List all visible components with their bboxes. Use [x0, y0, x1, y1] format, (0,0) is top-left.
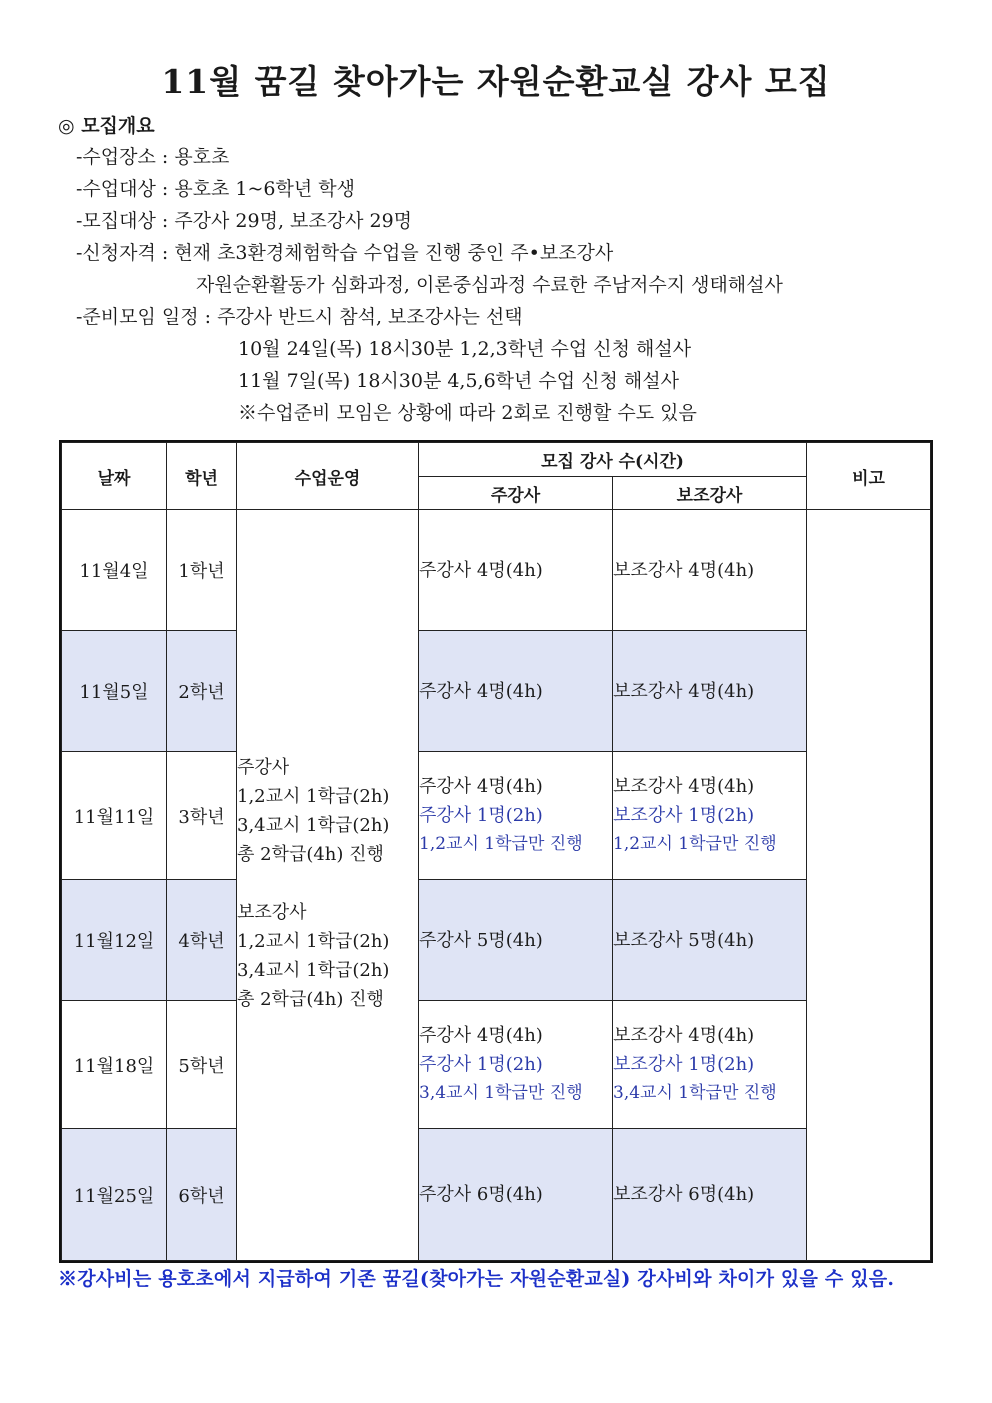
table-row: [62, 880, 931, 1001]
assistant-instructor-cell: [613, 1001, 807, 1129]
overview-heading: ◎ 모집개요: [58, 115, 155, 137]
cell-line: 3,4교시 1학급만 진행: [613, 1083, 777, 1103]
cell-line: 보조강사 6명(4h): [613, 1184, 755, 1205]
table-row: [62, 752, 931, 880]
grade-cell: 3학년: [167, 752, 237, 880]
header-remarks: 비고: [807, 443, 931, 510]
header-instructor-count: 모집 강사 수(시간): [419, 443, 807, 477]
overview-line: 11월 7일(목) 18시30분 4,5,6학년 수업 신청 해설사: [238, 370, 679, 392]
cell-line: 보조강사 4명(4h): [613, 776, 755, 797]
date-cell: 11월12일: [62, 880, 167, 1001]
header-assistant-instructor: 보조강사: [613, 477, 807, 510]
operation-line: 1,2교시 1학급(2h): [237, 931, 390, 952]
main-instructor-cell: [419, 752, 613, 880]
cell-line: 주강사 5명(4h): [419, 929, 543, 951]
table-row: [62, 631, 931, 752]
overview-line: 10월 24일(목) 18시30분 1,2,3학년 수업 신청 해설사: [238, 338, 692, 360]
cell-line: 주강사 1명(2h): [419, 1054, 543, 1075]
overview-section: [58, 110, 155, 142]
operation-line: 총 2학급(4h) 진행: [237, 989, 384, 1010]
cell-line: 보조강사 5명(4h): [613, 929, 755, 951]
operation-line: 1,2교시 1학급(2h): [237, 786, 390, 807]
date-cell: 11월4일: [62, 510, 167, 631]
assistant-instructor-cell: [613, 1129, 807, 1261]
overview-line: -모집대상 : 주강사 29명, 보조강사 29명: [76, 210, 413, 232]
operation-line: 주강사: [237, 757, 290, 778]
grade-cell: 6학년: [167, 1129, 237, 1261]
grade-cell: 2학년: [167, 631, 237, 752]
assistant-instructor-cell: [613, 880, 807, 1001]
operation-cell: [237, 510, 419, 1261]
operation-spacer: [237, 869, 418, 898]
table-header-row: [62, 443, 931, 477]
table-row: [62, 1001, 931, 1129]
main-instructor-cell: [419, 631, 613, 752]
overview-line: -준비모임 일정 : 주강사 반드시 참석, 보조강사는 선택: [76, 306, 523, 328]
page-title: 11월 꿈길 찾아가는 자원순환교실 강사 모집: [161, 62, 831, 101]
cell-line: 주강사 4명(4h): [419, 1025, 543, 1046]
cell-line: 1,2교시 1학급만 진행: [613, 834, 777, 854]
cell-line: 보조강사 1명(2h): [613, 805, 755, 826]
cell-line: 1,2교시 1학급만 진행: [419, 834, 583, 854]
main-instructor-cell: [419, 510, 613, 631]
assistant-instructor-cell: [613, 752, 807, 880]
cell-line: 3,4교시 1학급만 진행: [419, 1083, 583, 1103]
overview-line: 자원순환활동가 심화과정, 이론중심과정 수료한 주남저수지 생태해설사: [196, 274, 783, 296]
operation-line: 보조강사: [237, 902, 307, 923]
table-row: [62, 1129, 931, 1261]
cell-line: 주강사 6명(4h): [419, 1184, 543, 1205]
schedule-table: [61, 442, 931, 1261]
date-cell: 11월18일: [62, 1001, 167, 1129]
remarks-cell: [807, 510, 931, 1261]
main-instructor-cell: [419, 1129, 613, 1261]
table-row: [62, 510, 931, 631]
overview-line: -수업장소 : 용호초: [76, 146, 230, 168]
overview-line: ※수업준비 모임은 상황에 따라 2회로 진행할 수도 있음: [238, 402, 697, 424]
operation-line: 3,4교시 1학급(2h): [237, 815, 390, 836]
cell-line: 주강사 4명(4h): [419, 559, 543, 581]
grade-cell: 1학년: [167, 510, 237, 631]
header-grade: 학년: [167, 443, 237, 510]
main-instructor-cell: [419, 1001, 613, 1129]
cell-line: 보조강사 1명(2h): [613, 1054, 755, 1075]
date-cell: 11월11일: [62, 752, 167, 880]
assistant-instructor-cell: [613, 631, 807, 752]
overview-line: -수업대상 : 용호초 1~6학년 학생: [76, 178, 355, 200]
header-date: 날짜: [62, 443, 167, 510]
assistant-instructor-cell: [613, 510, 807, 631]
operation-line: 총 2학급(4h) 진행: [237, 844, 384, 865]
cell-line: 보조강사 4명(4h): [613, 680, 755, 702]
grade-cell: 4학년: [167, 880, 237, 1001]
cell-line: 주강사 4명(4h): [419, 680, 543, 702]
operation-line: 3,4교시 1학급(2h): [237, 960, 390, 981]
overview-line: -신청자격 : 현재 초3환경체험학습 수업을 진행 중인 주•보조강사: [76, 242, 614, 264]
date-cell: 11월5일: [62, 631, 167, 752]
cell-line: 주강사 4명(4h): [419, 776, 543, 797]
cell-line: 보조강사 4명(4h): [613, 559, 755, 581]
header-operation: 수업운영: [237, 443, 419, 510]
fee-note: ※강사비는 용호초에서 지급하여 기존 꿈길(찾아가는 자원순환교실) 강사비와 차이가 있을 수 있음.: [58, 1268, 895, 1290]
header-main-instructor: 주강사: [419, 477, 613, 510]
grade-cell: 5학년: [167, 1001, 237, 1129]
date-cell: 11월25일: [62, 1129, 167, 1261]
main-instructor-cell: [419, 880, 613, 1001]
cell-line: 주강사 1명(2h): [419, 805, 543, 826]
cell-line: 보조강사 4명(4h): [613, 1025, 755, 1046]
